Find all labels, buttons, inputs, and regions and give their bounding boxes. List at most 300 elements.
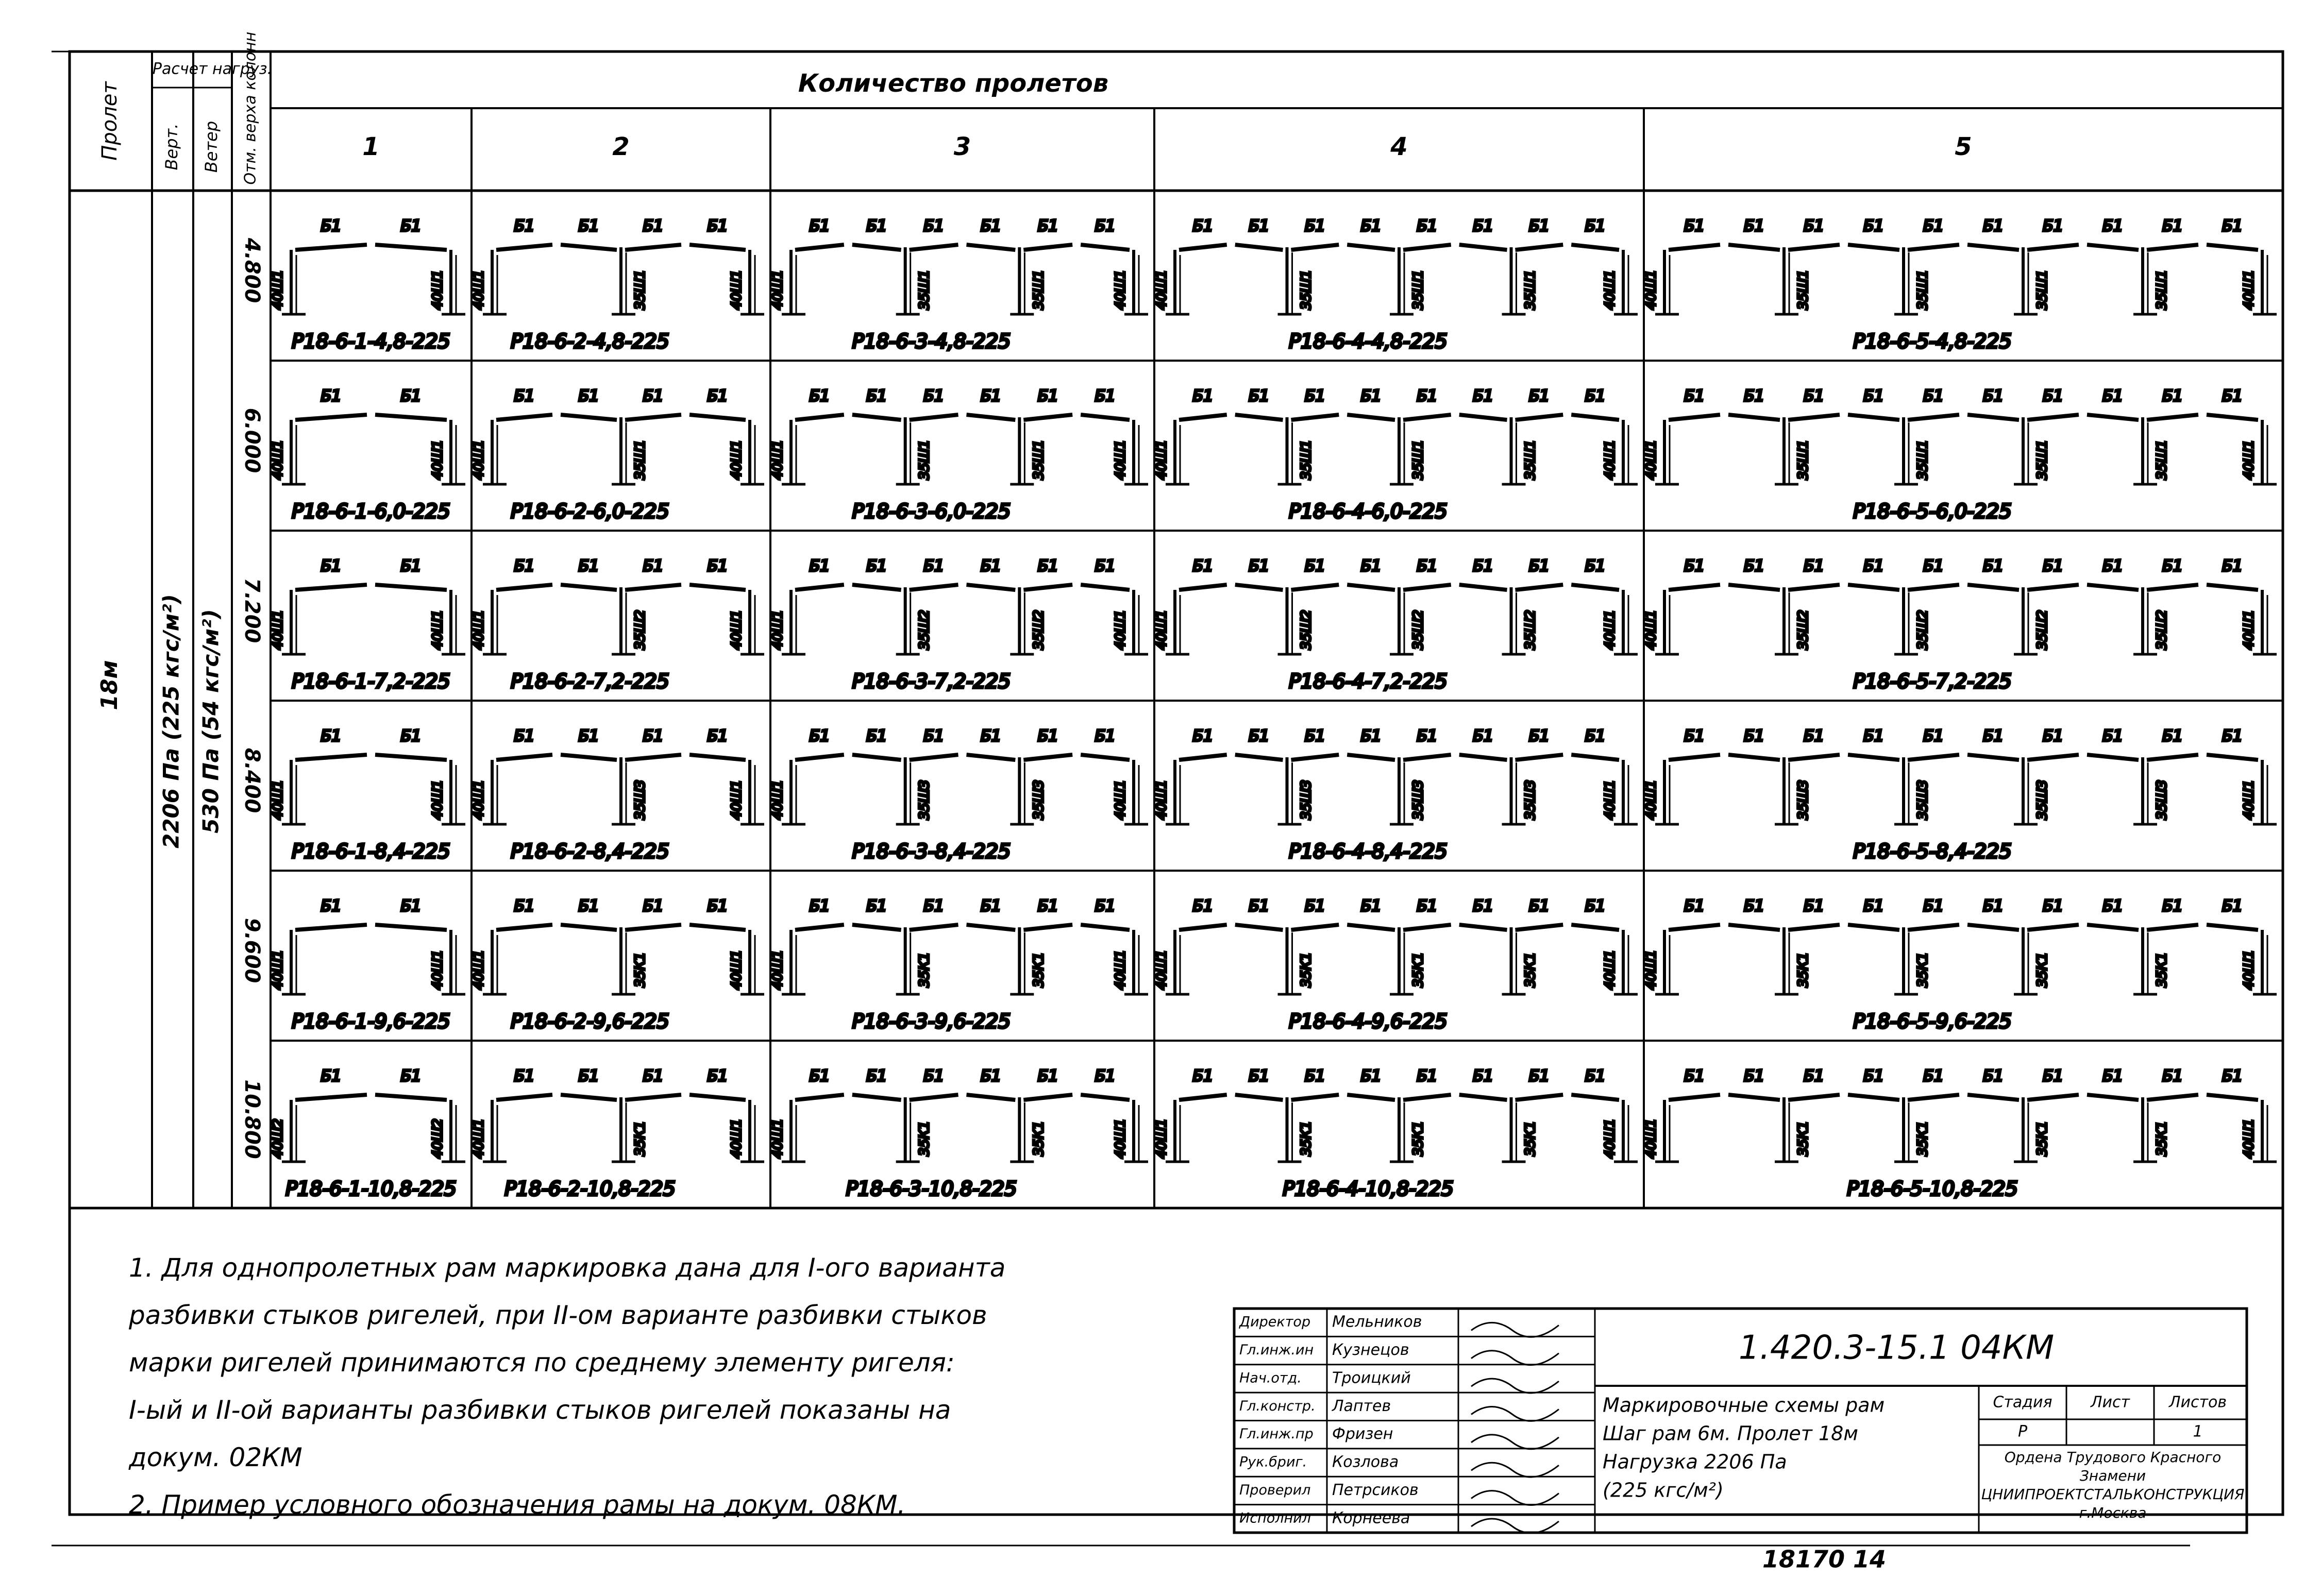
span-header-label: Пролет	[98, 81, 122, 161]
beam-label: Б1	[1095, 1067, 1116, 1085]
beam-label: Б1	[2102, 217, 2123, 235]
column-section-label: 35Ш3	[1410, 779, 1426, 820]
beam-label: Б1	[1305, 217, 1325, 235]
column-section-label: 35Ш2	[917, 609, 933, 650]
column-section-label: 35Ш3	[1523, 779, 1538, 820]
column-section-label: 40Ш1	[270, 949, 286, 990]
beam-line	[967, 415, 1016, 420]
frame-scheme	[770, 1067, 1149, 1200]
beam-line	[2087, 585, 2139, 590]
load-header-label: Расчет нагруз.	[152, 60, 273, 78]
span-value-label: 18м	[96, 660, 123, 710]
column-section-label: 35Ш3	[917, 779, 933, 820]
beam-line	[910, 245, 958, 250]
column-section-label: 35Ш1	[1299, 269, 1314, 310]
beam-line	[496, 755, 552, 760]
beam-label: Б1	[1923, 727, 1944, 745]
beam-line	[1291, 415, 1339, 420]
beam-line	[2087, 755, 2139, 760]
beam-label: Б1	[1305, 387, 1325, 405]
beam-line	[689, 755, 746, 760]
beam-label: Б1	[321, 217, 342, 235]
beam-line	[1516, 925, 1563, 930]
beam-label: Б1	[2102, 1067, 2123, 1085]
frame-code-label: Р18-6-4-4,8-225	[1289, 330, 1448, 353]
column-section-label: 35Ш3	[1915, 779, 1931, 820]
column-top-mark: 7.200	[240, 578, 264, 643]
column-section-label: 35Ш2	[1795, 609, 1811, 650]
signature-mark	[1471, 1322, 1559, 1337]
column-section-label: 35Ш2	[1410, 609, 1426, 650]
beam-line	[625, 585, 681, 590]
beam-line	[1669, 1095, 1720, 1100]
beam-line	[295, 585, 367, 590]
beam-label: Б1	[1305, 897, 1325, 915]
beam-line	[1967, 1095, 2019, 1100]
beam-line	[795, 585, 844, 590]
column-section-label: 40Ш1	[729, 949, 745, 990]
beam-line	[689, 585, 746, 590]
beam-line	[1291, 585, 1339, 590]
beam-label: Б1	[809, 897, 830, 915]
frame-scheme	[1644, 1067, 2277, 1200]
column-section-label: 40Ш1	[430, 779, 446, 820]
beam-line	[1669, 755, 1720, 760]
beam-line	[1788, 1095, 1840, 1100]
beam-line	[852, 1095, 901, 1100]
span-count-label: 1	[362, 132, 380, 161]
beam-label: Б1	[1529, 897, 1550, 915]
beam-label: Б1	[2043, 387, 2063, 405]
beam-label: Б1	[2102, 897, 2123, 915]
column-section-label: 40Ш1	[1643, 1118, 1659, 1159]
beam-label: Б1	[981, 727, 1001, 745]
beam-label: Б1	[514, 557, 535, 575]
beam-label: Б1	[1529, 557, 1550, 575]
note-line: разбивки стыков ригелей, при II-ом варианте разбивки стыков	[129, 1300, 987, 1330]
role-label: Исполнил	[1239, 1510, 1311, 1526]
beam-label: Б1	[809, 217, 830, 235]
beam-label: Б1	[1923, 557, 1944, 575]
beam-label: Б1	[1249, 217, 1269, 235]
beam-line	[2087, 245, 2139, 250]
beam-label: Б1	[1923, 387, 1944, 405]
beam-line	[1669, 925, 1720, 930]
beam-line	[1347, 925, 1395, 930]
beam-label: Б1	[2102, 387, 2123, 405]
beam-line	[967, 585, 1016, 590]
beam-line	[967, 755, 1016, 760]
beam-line	[1291, 1095, 1339, 1100]
beam-label: Б1	[2162, 387, 2183, 405]
beam-line	[375, 415, 447, 420]
column-section-label: 40Ш1	[1113, 269, 1129, 310]
column-section-label: 35Ш1	[2034, 269, 2050, 310]
beam-label: Б1	[321, 387, 342, 405]
note-line: марки ригелей принимаются по среднему элементу ригеля:	[129, 1348, 955, 1378]
organization-line: Ордена Трудового Красного	[2004, 1449, 2222, 1466]
beam-line	[1179, 925, 1227, 930]
beam-label: Б1	[1804, 557, 1824, 575]
column-section-label: 35К1	[2034, 1120, 2050, 1157]
beam-label: Б1	[707, 897, 728, 915]
beam-line	[1235, 245, 1283, 250]
beam-line	[1291, 245, 1339, 250]
beam-label: Б1	[1804, 1067, 1824, 1085]
beam-label: Б1	[400, 557, 422, 575]
column-section-label: 40Ш1	[770, 1118, 786, 1159]
beam-label: Б1	[578, 217, 599, 235]
beam-label: Б1	[1804, 387, 1824, 405]
beam-line	[1235, 415, 1283, 420]
column-section-label: 40Ш1	[729, 779, 745, 820]
beam-line	[1788, 755, 1840, 760]
beam-label: Б1	[578, 897, 599, 915]
beam-label: Б1	[1249, 897, 1269, 915]
beam-line	[2207, 925, 2258, 930]
column-section-label: 35К1	[1915, 1120, 1931, 1157]
beam-label: Б1	[1684, 897, 1705, 915]
frame-code-label: Р18-6-1-7,2-225	[292, 670, 450, 693]
beam-label: Б1	[400, 1067, 422, 1085]
beam-label: Б1	[1037, 557, 1058, 575]
signature-mark	[1471, 1407, 1559, 1421]
beam-label: Б1	[2043, 897, 2063, 915]
beam-label: Б1	[2222, 727, 2243, 745]
beam-line	[1403, 925, 1451, 930]
beam-line	[1848, 245, 1899, 250]
column-section-label: 35Ш3	[632, 779, 648, 820]
signature-mark	[1471, 1491, 1559, 1505]
beam-label: Б1	[400, 727, 422, 745]
column-section-label: 40Ш1	[1643, 609, 1659, 650]
beam-line	[1235, 1095, 1283, 1100]
beam-label: Б1	[1249, 557, 1269, 575]
beam-label: Б1	[866, 217, 887, 235]
beam-line	[1908, 1095, 1959, 1100]
beam-label: Б1	[1473, 557, 1493, 575]
beam-label: Б1	[809, 387, 830, 405]
beam-line	[2147, 755, 2198, 760]
beam-line	[852, 755, 901, 760]
beam-line	[1728, 415, 1780, 420]
person-name: Козлова	[1332, 1453, 1399, 1471]
beam-line	[910, 415, 958, 420]
beam-line	[1571, 925, 1619, 930]
column-section-label: 40Ш1	[1602, 439, 1618, 480]
beam-line	[1516, 415, 1563, 420]
column-section-label: 40Ш1	[1154, 949, 1170, 990]
column-section-label: 40Ш1	[430, 269, 446, 310]
beam-line	[625, 245, 681, 250]
beam-label: Б1	[1095, 897, 1116, 915]
beam-label: Б1	[1983, 897, 2004, 915]
beam-line	[689, 1095, 746, 1100]
role-label: Рук.бриг.	[1239, 1454, 1307, 1470]
column-section-label: 35Ш3	[2154, 779, 2170, 820]
frame-scheme	[472, 387, 765, 523]
beam-line	[1459, 585, 1507, 590]
beam-line	[295, 415, 367, 420]
beam-label: Б1	[1192, 557, 1214, 575]
person-name: Корнеева	[1332, 1509, 1410, 1527]
frame-code-label: Р18-6-4-8,4-225	[1289, 840, 1448, 863]
beam-line	[625, 415, 681, 420]
beam-label: Б1	[1095, 387, 1116, 405]
beam-label: Б1	[1417, 1067, 1438, 1085]
beam-label: Б1	[1417, 217, 1438, 235]
beam-line	[1908, 585, 1959, 590]
beam-label: Б1	[1585, 217, 1606, 235]
beam-line	[1291, 925, 1339, 930]
frame-scheme	[770, 557, 1149, 693]
column-section-label: 35Ш1	[1915, 439, 1931, 480]
beam-label: Б1	[643, 727, 664, 745]
beam-label: Б1	[1360, 897, 1382, 915]
beam-line	[375, 925, 447, 930]
beam-line	[375, 755, 447, 760]
column-section-label: 40Ш1	[2241, 949, 2257, 990]
beam-label: Б1	[981, 217, 1001, 235]
beam-label: Б1	[643, 387, 664, 405]
frame-scheme	[271, 557, 466, 693]
beam-label: Б1	[400, 897, 422, 915]
column-section-label: 35Ш1	[2154, 269, 2170, 310]
beam-label: Б1	[2222, 557, 2243, 575]
person-name: Кузнецов	[1332, 1341, 1409, 1360]
beam-line	[1728, 1095, 1780, 1100]
sheets-value: 1	[2193, 1422, 2203, 1441]
beam-line	[967, 1095, 1016, 1100]
beam-label: Б1	[1529, 1067, 1550, 1085]
column-section-label: 35Ш1	[917, 439, 933, 480]
column-section-label: 40Ш1	[270, 439, 286, 480]
frame-code-label: Р18-6-3-6,0-225	[852, 500, 1011, 523]
beam-label: Б1	[1360, 557, 1382, 575]
beam-line	[1848, 925, 1899, 930]
beam-label: Б1	[1585, 387, 1606, 405]
beam-label: Б1	[321, 557, 342, 575]
beam-label: Б1	[514, 897, 535, 915]
beam-label: Б1	[1360, 387, 1382, 405]
beam-label: Б1	[1744, 217, 1764, 235]
column-section-label: 40Ш1	[471, 1118, 487, 1159]
person-name: Лаптев	[1332, 1397, 1391, 1415]
beam-line	[1347, 585, 1395, 590]
beam-line	[1788, 245, 1840, 250]
beam-label: Б1	[1192, 897, 1214, 915]
column-section-label: 35Ш1	[1410, 439, 1426, 480]
column-section-label: 40Ш1	[471, 439, 487, 480]
beam-label: Б1	[1360, 217, 1382, 235]
beam-line	[1967, 755, 2019, 760]
beam-line	[1081, 925, 1130, 930]
beam-line	[1235, 755, 1283, 760]
beam-line	[2027, 585, 2079, 590]
beam-line	[1516, 585, 1563, 590]
beam-label: Б1	[1923, 897, 1944, 915]
frame-code-label: Р18-6-3-4,8-225	[852, 330, 1011, 353]
beam-line	[1459, 755, 1507, 760]
beam-line	[2207, 1095, 2258, 1100]
beam-label: Б1	[923, 727, 944, 745]
beam-label: Б1	[1417, 387, 1438, 405]
frame-scheme	[1154, 217, 1638, 353]
beam-label: Б1	[1684, 557, 1705, 575]
beam-line	[1403, 755, 1451, 760]
beam-line	[1571, 585, 1619, 590]
beam-line	[1728, 755, 1780, 760]
person-name: Мельников	[1332, 1313, 1422, 1331]
vert-load-label: 2206 Па (225 кгс/м²)	[158, 594, 184, 848]
beam-line	[1516, 245, 1563, 250]
column-section-label: 35Ш1	[2034, 439, 2050, 480]
beam-line	[1347, 415, 1395, 420]
column-section-label: 40Ш1	[1154, 439, 1170, 480]
beam-line	[561, 415, 617, 420]
beam-line	[1669, 585, 1720, 590]
frame-code-label: Р18-6-5-9,6-225	[1853, 1010, 2012, 1033]
beam-label: Б1	[866, 727, 887, 745]
frame-scheme	[770, 727, 1149, 863]
column-section-label: 40Ш1	[1113, 779, 1129, 820]
column-section-label: 35Ш2	[2034, 609, 2050, 650]
beam-label: Б1	[578, 727, 599, 745]
drawing-title-line: (225 кгс/м²)	[1603, 1479, 1724, 1502]
beam-label: Б1	[1417, 727, 1438, 745]
beam-line	[561, 1095, 617, 1100]
beam-label: Б1	[2222, 1067, 2243, 1085]
beam-line	[1788, 585, 1840, 590]
drawing-title-line: Нагрузка 2206 Па	[1603, 1450, 1787, 1473]
column-section-label: 35Ш1	[917, 269, 933, 310]
beam-label: Б1	[923, 897, 944, 915]
beam-label: Б1	[1249, 387, 1269, 405]
beam-label: Б1	[643, 1067, 664, 1085]
beam-line	[910, 925, 958, 930]
beam-label: Б1	[707, 727, 728, 745]
beam-line	[910, 1095, 958, 1100]
frame-scheme	[1644, 557, 2277, 693]
beam-label: Б1	[1744, 897, 1764, 915]
beam-label: Б1	[514, 727, 535, 745]
beam-label: Б1	[2162, 557, 2183, 575]
beam-label: Б1	[643, 897, 664, 915]
person-name: Троицкий	[1332, 1369, 1411, 1387]
frame-code-label: Р18-6-1-10,8-225	[285, 1177, 457, 1200]
beam-line	[496, 925, 552, 930]
column-section-label: 35Ш1	[1795, 269, 1811, 310]
beam-line	[496, 245, 552, 250]
beam-line	[2027, 925, 2079, 930]
beam-label: Б1	[866, 1067, 887, 1085]
beam-line	[2027, 755, 2079, 760]
frame-scheme	[472, 727, 765, 863]
organization-line: ЦНИИПРОЕКТСТАЛЬКОНСТРУКЦИЯ	[1981, 1486, 2245, 1503]
beam-line	[295, 755, 367, 760]
column-section-label: 40Ш1	[1113, 1118, 1129, 1159]
span-count-label: 4	[1390, 132, 1408, 161]
beam-label: Б1	[981, 1067, 1001, 1085]
column-section-label: 35К1	[632, 1120, 648, 1157]
beam-line	[1669, 245, 1720, 250]
beam-label: Б1	[809, 727, 830, 745]
span-count-label: 5	[1955, 132, 1972, 161]
frame-code-label: Р18-6-2-8,4-225	[511, 840, 669, 863]
column-section-label: 40Ш1	[2241, 269, 2257, 310]
frame-scheme	[1154, 727, 1638, 863]
beam-label: Б1	[707, 557, 728, 575]
column-section-label: 35К1	[1795, 952, 1811, 988]
column-section-label: 40Ш1	[1643, 779, 1659, 820]
beam-label: Б1	[1863, 387, 1884, 405]
frame-scheme	[770, 387, 1149, 523]
beam-label: Б1	[1983, 387, 2004, 405]
beam-line	[1788, 415, 1840, 420]
beam-line	[910, 585, 958, 590]
column-section-label: 40Ш1	[2241, 1118, 2257, 1159]
signature-mark	[1471, 1435, 1559, 1449]
beam-line	[2087, 415, 2139, 420]
frame-code-label: Р18-6-1-9,6-225	[292, 1010, 450, 1033]
column-section-label: 35К1	[2154, 952, 2170, 988]
beam-label: Б1	[1037, 727, 1058, 745]
beam-line	[2087, 1095, 2139, 1100]
column-section-label: 35К1	[1410, 1120, 1426, 1157]
frame-code-label: Р18-6-3-10,8-225	[846, 1177, 1017, 1200]
beam-line	[1081, 585, 1130, 590]
beam-label: Б1	[514, 387, 535, 405]
frame-code-label: Р18-6-5-7,2-225	[1853, 670, 2012, 693]
beam-label: Б1	[866, 387, 887, 405]
note-line: 2. Пример условного обозначения рамы на докум. 08КМ.	[129, 1490, 906, 1520]
beam-label: Б1	[1192, 217, 1214, 235]
column-section-label: 35Ш1	[1031, 439, 1047, 480]
column-section-label: 35Ш1	[1915, 269, 1931, 310]
column-section-label: 35Ш1	[1299, 439, 1314, 480]
column-section-label: 40Ш1	[471, 609, 487, 650]
column-section-label: 35К1	[632, 952, 648, 988]
note-line: I-ый и II-ой варианты разбивки стыков ригелей показаны на	[129, 1395, 951, 1425]
column-section-label: 40Ш1	[1602, 609, 1618, 650]
beam-label: Б1	[1863, 727, 1884, 745]
beam-line	[689, 245, 746, 250]
beam-label: Б1	[1585, 557, 1606, 575]
frame-scheme	[770, 217, 1149, 353]
beam-label: Б1	[1360, 1067, 1382, 1085]
frame-code-label: Р18-6-5-8,4-225	[1853, 840, 2012, 863]
beam-line	[689, 415, 746, 420]
frame-code-label: Р18-6-2-10,8-225	[504, 1177, 676, 1200]
beam-line	[1179, 755, 1227, 760]
beam-line	[561, 585, 617, 590]
frame-scheme	[1154, 387, 1638, 523]
beam-line	[625, 925, 681, 930]
role-label: Гл.инж.пр	[1239, 1426, 1314, 1442]
column-section-label: 35Ш1	[1795, 439, 1811, 480]
beam-line	[1023, 245, 1072, 250]
beam-line	[1967, 925, 2019, 930]
column-section-label: 35К1	[917, 1120, 933, 1157]
beam-label: Б1	[1192, 1067, 1214, 1085]
stage-label: Стадия	[1993, 1393, 2052, 1412]
signature-mark	[1471, 1379, 1559, 1393]
column-section-label: 35Ш3	[1795, 779, 1811, 820]
beam-label: Б1	[1473, 1067, 1493, 1085]
beam-line	[2147, 1095, 2198, 1100]
column-section-label: 35К1	[1031, 1120, 1047, 1157]
beam-line	[2147, 585, 2198, 590]
